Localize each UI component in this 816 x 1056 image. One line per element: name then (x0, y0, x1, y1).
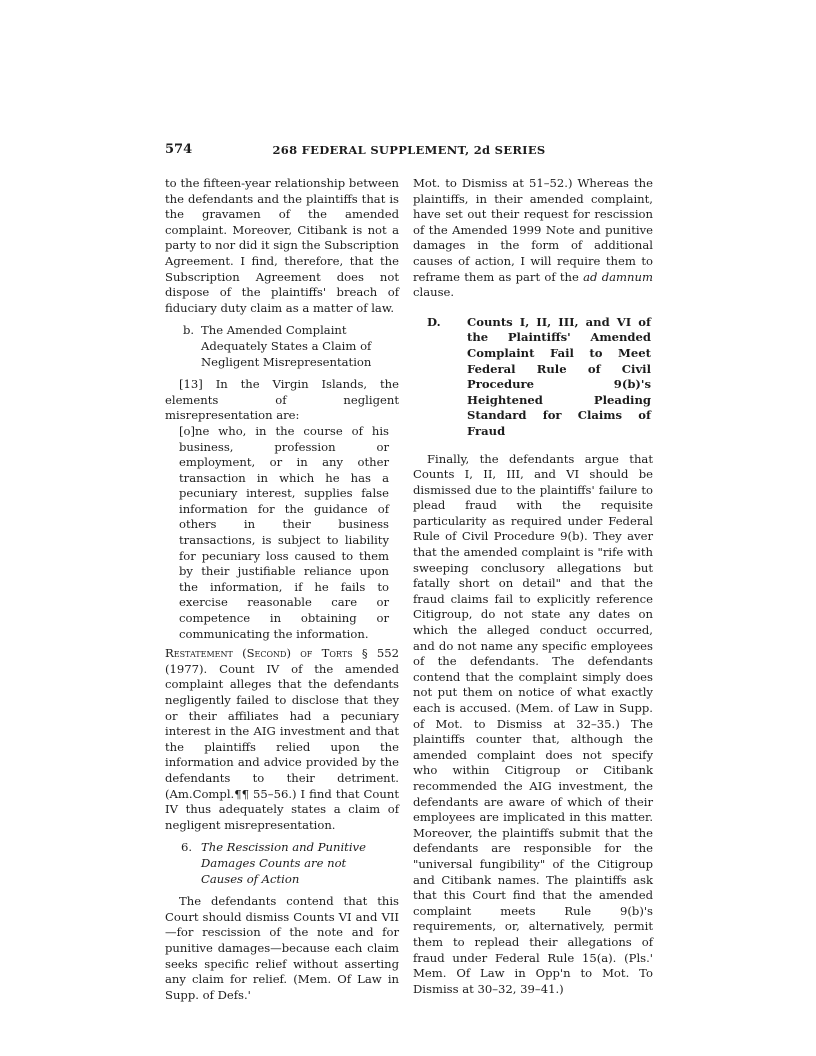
section-heading-d (413, 315, 653, 440)
citation: Restatement (Second) of Torts (165, 646, 353, 661)
section-heading-6 (165, 840, 399, 887)
paragraph: The defendants contend that this Court should dismiss Counts VI and VII—for rescission of the note and for punitive damages—because each claim seeks specific relief without asserting any claim for relief. (Mem. Of Law in Supp. of Defs.' (165, 894, 399, 1002)
heading-label: b. (183, 323, 195, 338)
heading-label: D. (427, 314, 441, 329)
paragraph: Finally, the defendants argue that Counts I, II, III, and VI should be dismissed due to the plaintiffs' failure to plead fraud with the requisite particularity as required under Federal Rule of Civil Procedure 9(b). They aver that the amended complaint is "rife with sweeping conclusory allegations but fatally short on detail" and that the fraud claims fail to explicitly reference Citigroup, do not state any dates on which the alleged conduct occurred, and do not name any specific employees of the defendants. The defendants contend that the complaint simply does not put them on notice of what exactly each is accused. (Mem. of Law in Supp. of Mot. to Dismiss at 32–35.) The plaintiffs counter that, although the amended complaint does not specify who within Citigroup or Citibank recommended the AIG investment, the defendants are aware of which of their employees are implicated in this matter. Moreover, the plaintiffs submit that the defendants are responsible for the "universal fungibility" of the Citigroup and Citibank names. The plaintiffs ask that this Court find that the amended complaint meets Rule 9(b)'s requirements, or, alternatively, permit them to replead their allegations of fraud under Federal Rule 15(a). (Pls.' Mem. Of Law in Opp'n to Mot. To Dismiss at 30–32, 39–41.) (413, 451, 653, 996)
heading-text: Counts I, II, III, and VI of the Plaintiffs' Amended Complaint Fail to Meet Federal Rule of Civil Procedure 9(b)'s Heightened Pleading Standard for Claims of Fraud (467, 314, 651, 438)
paragraph (165, 646, 399, 833)
section-heading-b (165, 323, 399, 370)
paragraph-text: In the Virgin Islands, the elements of negligent misrepresentation are: (165, 377, 399, 423)
page-header (165, 142, 653, 160)
paragraph-text: clause. (413, 285, 455, 300)
block-quote: [o]ne who, in the course of his business, profession or employment, or in any other transaction in which he has a pecuniary interest, supplies false information for the guidance of others in their business transactions, is subject to liability for pecuniary loss caused to them by their justifiable reliance upon the information, if he fails to exercise reasonable care or competence in obtaining or communicating the information. (179, 423, 389, 641)
running-head: 268 FEDERAL SUPPLEMENT, 2d SERIES (272, 143, 546, 157)
paragraph-text: § 552 (1977). Count IV of the amended complaint alleges that the defendants negligently failed to disclose that they or their affiliates had a pecuniary interest in the AIG investment and that the plaintiffs relied upon the information and advice provided by the defendants to their detriment. (Am.Compl.¶¶ 55–56.) I find that Count IV thus adequately states a claim of negligent misrepresentation. (165, 646, 399, 832)
left-column (165, 176, 399, 1003)
page-number: 574 (165, 142, 193, 157)
heading-label: 6. (181, 840, 193, 855)
heading-text: The Amended Complaint Adequately States a Claim of Negligent Misrepresentation (201, 323, 372, 369)
paragraph (165, 377, 399, 424)
paragraph (413, 176, 653, 301)
key-number: [13] (179, 377, 203, 392)
right-column (413, 176, 653, 997)
paragraph-text: Mot. to Dismiss at 51–52.) Whereas the plaintiffs, in their amended complaint, have set out their request for rescission of the Amended 1999 Note and punitive damages in the form of additional causes of action, I will require them to reframe them as part of the (413, 176, 653, 284)
heading-text: The Rescission and Punitive Damages Counts are not Causes of Action (201, 840, 366, 886)
paragraph: to the fifteen-year relationship between the defendants and the plaintiffs that is the gravamen of the amended complaint. Moreover, Citibank is not a party to nor did it sign the Subscription Agreement. I find, therefore, that the Subscription Agreement does not dispose of the plaintiffs' breach of fiduciary duty claim as a matter of law. (165, 176, 399, 315)
italic-term: ad damnum (583, 269, 653, 284)
